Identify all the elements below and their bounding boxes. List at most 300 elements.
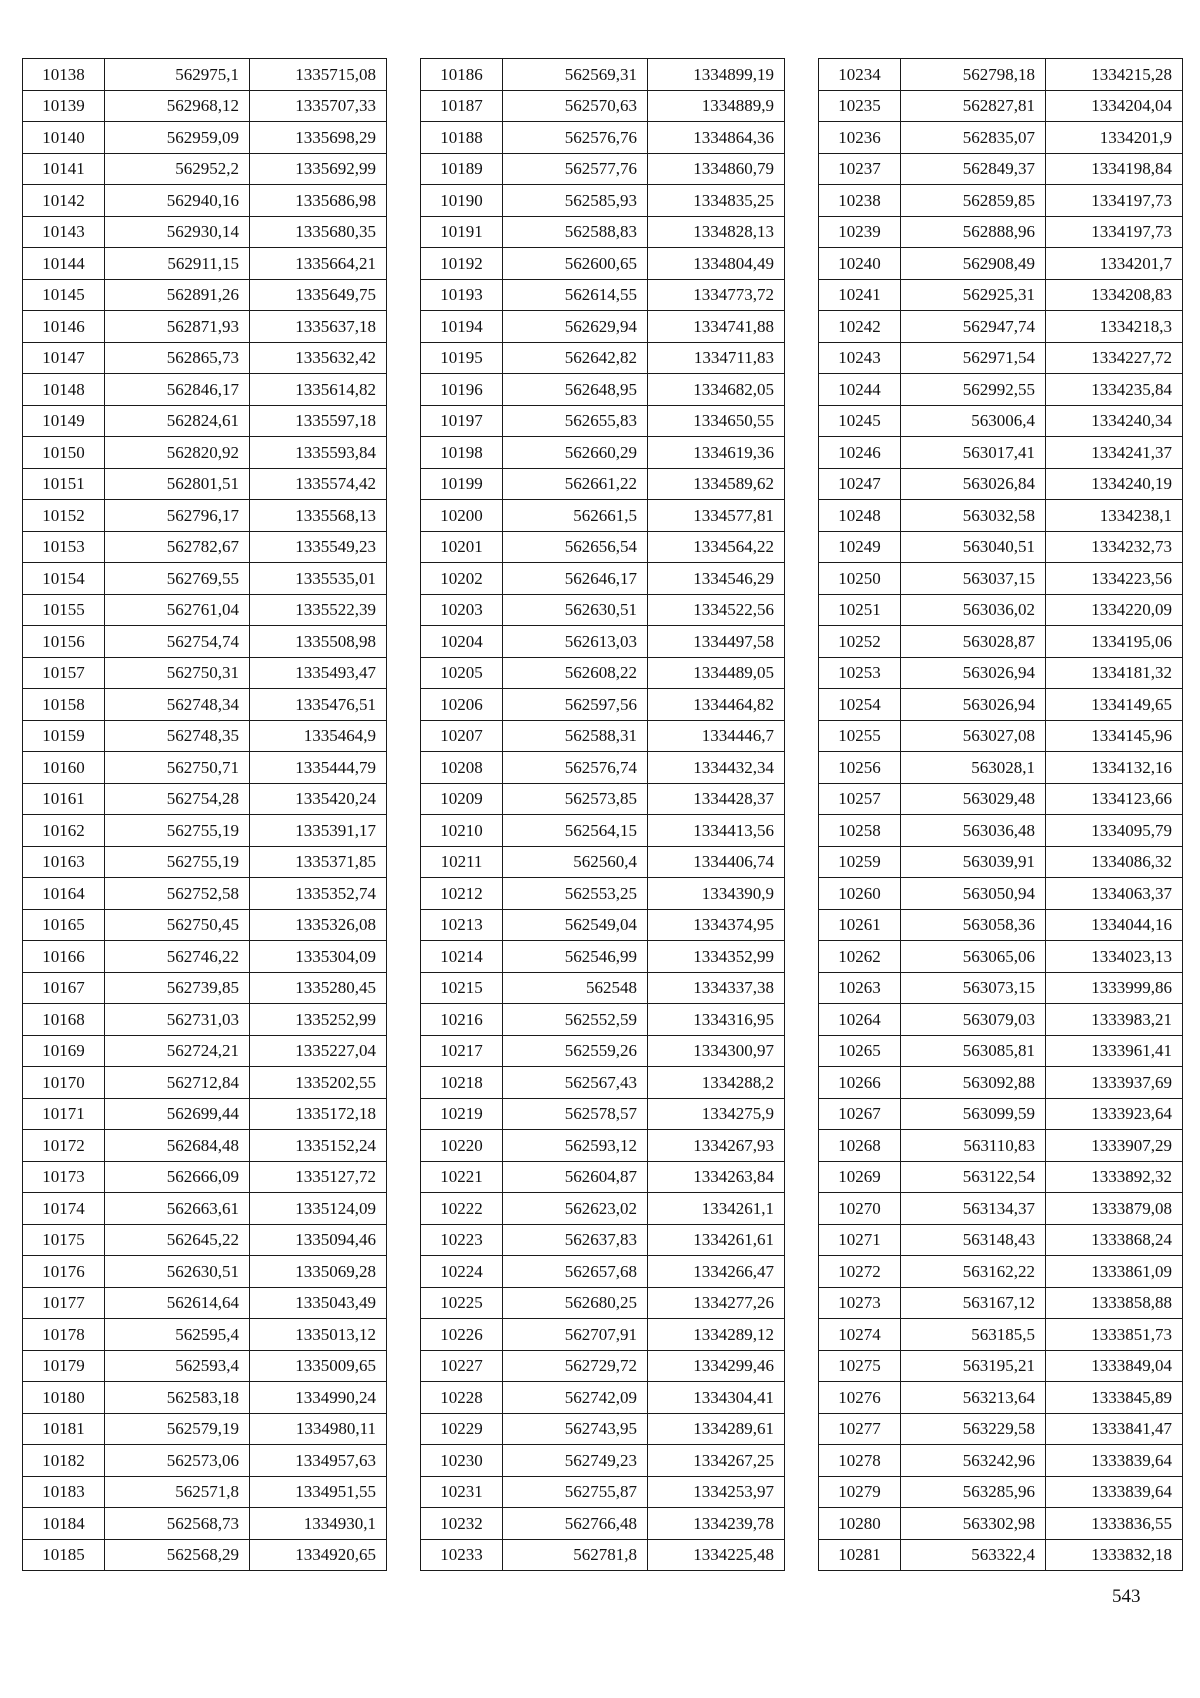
table-row: [421, 1319, 785, 1351]
y-coordinate-cell: 1334225,48: [648, 1539, 785, 1571]
y-coordinate-cell: 1334261,1: [648, 1193, 785, 1225]
y-coordinate-cell: 1334390,9: [648, 878, 785, 910]
y-coordinate-cell: 1335664,21: [250, 248, 387, 280]
x-coordinate-cell: 562859,85: [901, 185, 1046, 217]
x-coordinate-cell: 562742,09: [503, 1382, 648, 1414]
point-number-cell: 10251: [819, 594, 901, 626]
point-number-cell: 10254: [819, 689, 901, 721]
y-coordinate-cell: 1334267,25: [648, 1445, 785, 1477]
point-number-cell: 10262: [819, 941, 901, 973]
table-row: [421, 1130, 785, 1162]
x-coordinate-cell: 563039,91: [901, 846, 1046, 878]
y-coordinate-cell: 1334123,66: [1046, 783, 1183, 815]
table-row: [421, 1256, 785, 1288]
table-row: [421, 941, 785, 973]
table-row: [819, 657, 1183, 689]
point-number-cell: 10258: [819, 815, 901, 847]
x-coordinate-cell: 562648,95: [503, 374, 648, 406]
table-row: [819, 311, 1183, 343]
x-coordinate-cell: 562680,25: [503, 1287, 648, 1319]
table-row: [819, 1476, 1183, 1508]
y-coordinate-cell: 1334951,55: [250, 1476, 387, 1508]
y-coordinate-cell: 1334145,96: [1046, 720, 1183, 752]
point-number-cell: 10229: [421, 1413, 503, 1445]
table-row: [23, 815, 387, 847]
table-row: [421, 342, 785, 374]
y-coordinate-cell: 1335252,99: [250, 1004, 387, 1036]
table-row: [421, 783, 785, 815]
table-row: [819, 1287, 1183, 1319]
point-number-cell: 10233: [421, 1539, 503, 1571]
point-number-cell: 10199: [421, 468, 503, 500]
table-row: [421, 689, 785, 721]
point-number-cell: 10224: [421, 1256, 503, 1288]
table-row: [819, 594, 1183, 626]
x-coordinate-cell: 562952,2: [105, 153, 250, 185]
table-row: [23, 783, 387, 815]
table-row: [23, 248, 387, 280]
x-coordinate-cell: 563026,84: [901, 468, 1046, 500]
y-coordinate-cell: 1335152,24: [250, 1130, 387, 1162]
x-coordinate-cell: 562568,73: [105, 1508, 250, 1540]
table-row: [23, 405, 387, 437]
x-coordinate-cell: 562748,35: [105, 720, 250, 752]
point-number-cell: 10217: [421, 1035, 503, 1067]
x-coordinate-cell: 562579,19: [105, 1413, 250, 1445]
y-coordinate-cell: 1334239,78: [648, 1508, 785, 1540]
x-coordinate-cell: 563040,51: [901, 531, 1046, 563]
point-number-cell: 10151: [23, 468, 105, 500]
table-row: [819, 153, 1183, 185]
x-coordinate-cell: 563148,43: [901, 1224, 1046, 1256]
point-number-cell: 10167: [23, 972, 105, 1004]
y-coordinate-cell: 1334930,1: [250, 1508, 387, 1540]
y-coordinate-cell: 1334086,32: [1046, 846, 1183, 878]
table-row: [23, 311, 387, 343]
x-coordinate-cell: 562925,31: [901, 279, 1046, 311]
x-coordinate-cell: 562971,54: [901, 342, 1046, 374]
point-number-cell: 10146: [23, 311, 105, 343]
point-number-cell: 10256: [819, 752, 901, 784]
table-row: [421, 374, 785, 406]
table-row: [819, 500, 1183, 532]
table-row: [819, 90, 1183, 122]
y-coordinate-cell: 1334980,11: [250, 1413, 387, 1445]
table-row: [819, 941, 1183, 973]
table-row: [421, 972, 785, 1004]
x-coordinate-cell: 562865,73: [105, 342, 250, 374]
y-coordinate-cell: 1334215,28: [1046, 59, 1183, 91]
point-number-cell: 10140: [23, 122, 105, 154]
y-coordinate-cell: 1333907,29: [1046, 1130, 1183, 1162]
x-coordinate-cell: 563027,08: [901, 720, 1046, 752]
y-coordinate-cell: 1333868,24: [1046, 1224, 1183, 1256]
point-number-cell: 10253: [819, 657, 901, 689]
y-coordinate-cell: 1333841,47: [1046, 1413, 1183, 1445]
x-coordinate-cell: 563028,1: [901, 752, 1046, 784]
y-coordinate-cell: 1334304,41: [648, 1382, 785, 1414]
table-row: [421, 90, 785, 122]
y-coordinate-cell: 1333839,64: [1046, 1445, 1183, 1477]
table-row: [819, 563, 1183, 595]
point-number-cell: 10232: [421, 1508, 503, 1540]
table-row: [421, 1161, 785, 1193]
table-row: [421, 122, 785, 154]
y-coordinate-cell: 1334337,38: [648, 972, 785, 1004]
x-coordinate-cell: 562743,95: [503, 1413, 648, 1445]
table-row: [819, 1350, 1183, 1382]
point-number-cell: 10279: [819, 1476, 901, 1508]
table-row: [23, 972, 387, 1004]
point-number-cell: 10200: [421, 500, 503, 532]
x-coordinate-cell: 563085,81: [901, 1035, 1046, 1067]
y-coordinate-cell: 1335464,9: [250, 720, 387, 752]
table-row: [819, 374, 1183, 406]
y-coordinate-cell: 1335326,08: [250, 909, 387, 941]
point-number-cell: 10195: [421, 342, 503, 374]
coordinates-table-left: [22, 58, 387, 1571]
table-row: [819, 1539, 1183, 1571]
y-coordinate-cell: 1333861,09: [1046, 1256, 1183, 1288]
point-number-cell: 10154: [23, 563, 105, 595]
table-row: [23, 279, 387, 311]
x-coordinate-cell: 562553,25: [503, 878, 648, 910]
table-row: [819, 1035, 1183, 1067]
table-row: [819, 752, 1183, 784]
x-coordinate-cell: 562604,87: [503, 1161, 648, 1193]
table-row: [819, 468, 1183, 500]
x-coordinate-cell: 562595,4: [105, 1319, 250, 1351]
x-coordinate-cell: 562871,93: [105, 311, 250, 343]
x-coordinate-cell: 563122,54: [901, 1161, 1046, 1193]
table-row: [421, 1350, 785, 1382]
y-coordinate-cell: 1334204,04: [1046, 90, 1183, 122]
x-coordinate-cell: 563032,58: [901, 500, 1046, 532]
table-row: [819, 342, 1183, 374]
y-coordinate-cell: 1334773,72: [648, 279, 785, 311]
x-coordinate-cell: 562755,87: [503, 1476, 648, 1508]
point-number-cell: 10266: [819, 1067, 901, 1099]
table-row: [23, 185, 387, 217]
point-number-cell: 10226: [421, 1319, 503, 1351]
page-number: 543: [1112, 1586, 1141, 1607]
table-row: [421, 1193, 785, 1225]
point-number-cell: 10236: [819, 122, 901, 154]
x-coordinate-cell: 562754,28: [105, 783, 250, 815]
x-coordinate-cell: 562781,8: [503, 1539, 648, 1571]
point-number-cell: 10223: [421, 1224, 503, 1256]
y-coordinate-cell: 1335715,08: [250, 59, 387, 91]
table-row: [421, 405, 785, 437]
y-coordinate-cell: 1334235,84: [1046, 374, 1183, 406]
table-row: [421, 1476, 785, 1508]
y-coordinate-cell: 1334428,37: [648, 783, 785, 815]
table-row: [421, 1035, 785, 1067]
table-row: [421, 563, 785, 595]
x-coordinate-cell: 562891,26: [105, 279, 250, 311]
table-row: [23, 1350, 387, 1382]
x-coordinate-cell: 562660,29: [503, 437, 648, 469]
y-coordinate-cell: 1335535,01: [250, 563, 387, 595]
point-number-cell: 10201: [421, 531, 503, 563]
y-coordinate-cell: 1334804,49: [648, 248, 785, 280]
y-coordinate-cell: 1334920,65: [250, 1539, 387, 1571]
x-coordinate-cell: 562707,91: [503, 1319, 648, 1351]
point-number-cell: 10247: [819, 468, 901, 500]
point-number-cell: 10255: [819, 720, 901, 752]
x-coordinate-cell: 563134,37: [901, 1193, 1046, 1225]
point-number-cell: 10216: [421, 1004, 503, 1036]
y-coordinate-cell: 1334835,25: [648, 185, 785, 217]
point-number-cell: 10237: [819, 153, 901, 185]
x-coordinate-cell: 562911,15: [105, 248, 250, 280]
y-coordinate-cell: 1333961,41: [1046, 1035, 1183, 1067]
table-row: [819, 1413, 1183, 1445]
table-row: [23, 878, 387, 910]
x-coordinate-cell: 563036,02: [901, 594, 1046, 626]
x-coordinate-cell: 562796,17: [105, 500, 250, 532]
table-row: [819, 878, 1183, 910]
y-coordinate-cell: 1335574,42: [250, 468, 387, 500]
y-coordinate-cell: 1334181,32: [1046, 657, 1183, 689]
point-number-cell: 10264: [819, 1004, 901, 1036]
table-row: [421, 720, 785, 752]
y-coordinate-cell: 1335568,13: [250, 500, 387, 532]
x-coordinate-cell: 562577,76: [503, 153, 648, 185]
point-number-cell: 10189: [421, 153, 503, 185]
point-number-cell: 10139: [23, 90, 105, 122]
table-row: [23, 1445, 387, 1477]
y-coordinate-cell: 1334063,37: [1046, 878, 1183, 910]
point-number-cell: 10186: [421, 59, 503, 91]
y-coordinate-cell: 1334464,82: [648, 689, 785, 721]
x-coordinate-cell: 562739,85: [105, 972, 250, 1004]
table-row: [819, 279, 1183, 311]
table-row: [23, 1130, 387, 1162]
table-row: [819, 689, 1183, 721]
y-coordinate-cell: 1333937,69: [1046, 1067, 1183, 1099]
point-number-cell: 10194: [421, 311, 503, 343]
y-coordinate-cell: 1334201,9: [1046, 122, 1183, 154]
table-row: [819, 248, 1183, 280]
table-row: [421, 531, 785, 563]
point-number-cell: 10221: [421, 1161, 503, 1193]
y-coordinate-cell: 1334095,79: [1046, 815, 1183, 847]
point-number-cell: 10145: [23, 279, 105, 311]
table-row: [819, 1067, 1183, 1099]
point-number-cell: 10191: [421, 216, 503, 248]
point-number-cell: 10212: [421, 878, 503, 910]
y-coordinate-cell: 1333983,21: [1046, 1004, 1183, 1036]
point-number-cell: 10267: [819, 1098, 901, 1130]
point-number-cell: 10165: [23, 909, 105, 941]
table-row: [819, 185, 1183, 217]
point-number-cell: 10166: [23, 941, 105, 973]
x-coordinate-cell: 562755,19: [105, 815, 250, 847]
x-coordinate-cell: 562824,61: [105, 405, 250, 437]
x-coordinate-cell: 562549,04: [503, 909, 648, 941]
table-row: [421, 909, 785, 941]
table-row: [421, 1287, 785, 1319]
table-row: [23, 1035, 387, 1067]
x-coordinate-cell: 562782,67: [105, 531, 250, 563]
x-coordinate-cell: 562637,83: [503, 1224, 648, 1256]
point-number-cell: 10160: [23, 752, 105, 784]
point-number-cell: 10265: [819, 1035, 901, 1067]
point-number-cell: 10259: [819, 846, 901, 878]
y-coordinate-cell: 1334197,73: [1046, 185, 1183, 217]
y-coordinate-cell: 1334316,95: [648, 1004, 785, 1036]
y-coordinate-cell: 1335508,98: [250, 626, 387, 658]
point-number-cell: 10214: [421, 941, 503, 973]
table-row: [23, 909, 387, 941]
x-coordinate-cell: 562766,48: [503, 1508, 648, 1540]
table-row: [819, 1224, 1183, 1256]
point-number-cell: 10230: [421, 1445, 503, 1477]
table-row: [819, 972, 1183, 1004]
table-row: [421, 846, 785, 878]
table-row: [23, 689, 387, 721]
point-number-cell: 10177: [23, 1287, 105, 1319]
x-coordinate-cell: 562968,12: [105, 90, 250, 122]
x-coordinate-cell: 563302,98: [901, 1508, 1046, 1540]
point-number-cell: 10180: [23, 1382, 105, 1414]
x-coordinate-cell: 562560,4: [503, 846, 648, 878]
table-row: [23, 437, 387, 469]
x-coordinate-cell: 562583,18: [105, 1382, 250, 1414]
x-coordinate-cell: 563006,4: [901, 405, 1046, 437]
x-coordinate-cell: 563017,41: [901, 437, 1046, 469]
table-row: [421, 1445, 785, 1477]
table-row: [23, 1476, 387, 1508]
x-coordinate-cell: 562548: [503, 972, 648, 1004]
point-number-cell: 10204: [421, 626, 503, 658]
y-coordinate-cell: 1334489,05: [648, 657, 785, 689]
table-row: [819, 815, 1183, 847]
table-row: [421, 1539, 785, 1571]
table-row: [23, 1193, 387, 1225]
point-number-cell: 10198: [421, 437, 503, 469]
table-row: [23, 1413, 387, 1445]
point-number-cell: 10196: [421, 374, 503, 406]
x-coordinate-cell: 562992,55: [901, 374, 1046, 406]
table-row: [23, 374, 387, 406]
table-row: [23, 594, 387, 626]
table-row: [23, 1287, 387, 1319]
point-number-cell: 10181: [23, 1413, 105, 1445]
point-number-cell: 10138: [23, 59, 105, 91]
table-row: [23, 752, 387, 784]
table-row: [421, 279, 785, 311]
x-coordinate-cell: 562750,45: [105, 909, 250, 941]
x-coordinate-cell: 562712,84: [105, 1067, 250, 1099]
x-coordinate-cell: 563028,87: [901, 626, 1046, 658]
y-coordinate-cell: 1335593,84: [250, 437, 387, 469]
y-coordinate-cell: 1335280,45: [250, 972, 387, 1004]
x-coordinate-cell: 562888,96: [901, 216, 1046, 248]
y-coordinate-cell: 1335202,55: [250, 1067, 387, 1099]
point-number-cell: 10241: [819, 279, 901, 311]
x-coordinate-cell: 562666,09: [105, 1161, 250, 1193]
table-row: [819, 216, 1183, 248]
table-row: [819, 1382, 1183, 1414]
table-row: [23, 1004, 387, 1036]
x-coordinate-cell: 562769,55: [105, 563, 250, 595]
table-row: [23, 531, 387, 563]
y-coordinate-cell: 1333845,89: [1046, 1382, 1183, 1414]
table-row: [23, 59, 387, 91]
table-row: [23, 941, 387, 973]
y-coordinate-cell: 1334289,12: [648, 1319, 785, 1351]
point-number-cell: 10249: [819, 531, 901, 563]
x-coordinate-cell: 562940,16: [105, 185, 250, 217]
point-number-cell: 10188: [421, 122, 503, 154]
y-coordinate-cell: 1335172,18: [250, 1098, 387, 1130]
table-row: [421, 437, 785, 469]
y-coordinate-cell: 1335707,33: [250, 90, 387, 122]
x-coordinate-cell: 562930,14: [105, 216, 250, 248]
table-row: [421, 59, 785, 91]
table-row: [421, 1382, 785, 1414]
x-coordinate-cell: 562755,19: [105, 846, 250, 878]
table-row: [421, 594, 785, 626]
point-number-cell: 10155: [23, 594, 105, 626]
point-number-cell: 10273: [819, 1287, 901, 1319]
x-coordinate-cell: 562827,81: [901, 90, 1046, 122]
x-coordinate-cell: 562846,17: [105, 374, 250, 406]
table-row: [421, 153, 785, 185]
x-coordinate-cell: 563185,5: [901, 1319, 1046, 1351]
x-coordinate-cell: 562559,26: [503, 1035, 648, 1067]
table-row: [23, 846, 387, 878]
y-coordinate-cell: 1335649,75: [250, 279, 387, 311]
coordinates-table-middle: [420, 58, 785, 1571]
y-coordinate-cell: 1334711,83: [648, 342, 785, 374]
y-coordinate-cell: 1334374,95: [648, 909, 785, 941]
x-coordinate-cell: 562646,17: [503, 563, 648, 595]
point-number-cell: 10159: [23, 720, 105, 752]
x-coordinate-cell: 563079,03: [901, 1004, 1046, 1036]
point-number-cell: 10172: [23, 1130, 105, 1162]
x-coordinate-cell: 562748,34: [105, 689, 250, 721]
table-row: [421, 468, 785, 500]
y-coordinate-cell: 1334828,13: [648, 216, 785, 248]
x-coordinate-cell: 562835,07: [901, 122, 1046, 154]
y-coordinate-cell: 1334406,74: [648, 846, 785, 878]
x-coordinate-cell: 562593,12: [503, 1130, 648, 1162]
y-coordinate-cell: 1335614,82: [250, 374, 387, 406]
table-row: [23, 1508, 387, 1540]
y-coordinate-cell: 1335476,51: [250, 689, 387, 721]
table-row: [819, 1445, 1183, 1477]
y-coordinate-cell: 1333999,86: [1046, 972, 1183, 1004]
x-coordinate-cell: 562729,72: [503, 1350, 648, 1382]
y-coordinate-cell: 1334650,55: [648, 405, 785, 437]
table-row: [421, 657, 785, 689]
y-coordinate-cell: 1334522,56: [648, 594, 785, 626]
point-number-cell: 10277: [819, 1413, 901, 1445]
table-row: [421, 626, 785, 658]
point-number-cell: 10257: [819, 783, 901, 815]
y-coordinate-cell: 1335352,74: [250, 878, 387, 910]
point-number-cell: 10157: [23, 657, 105, 689]
x-coordinate-cell: 563026,94: [901, 689, 1046, 721]
x-coordinate-cell: 562578,57: [503, 1098, 648, 1130]
x-coordinate-cell: 563092,88: [901, 1067, 1046, 1099]
x-coordinate-cell: 562959,09: [105, 122, 250, 154]
point-number-cell: 10252: [819, 626, 901, 658]
table-row: [819, 1130, 1183, 1162]
